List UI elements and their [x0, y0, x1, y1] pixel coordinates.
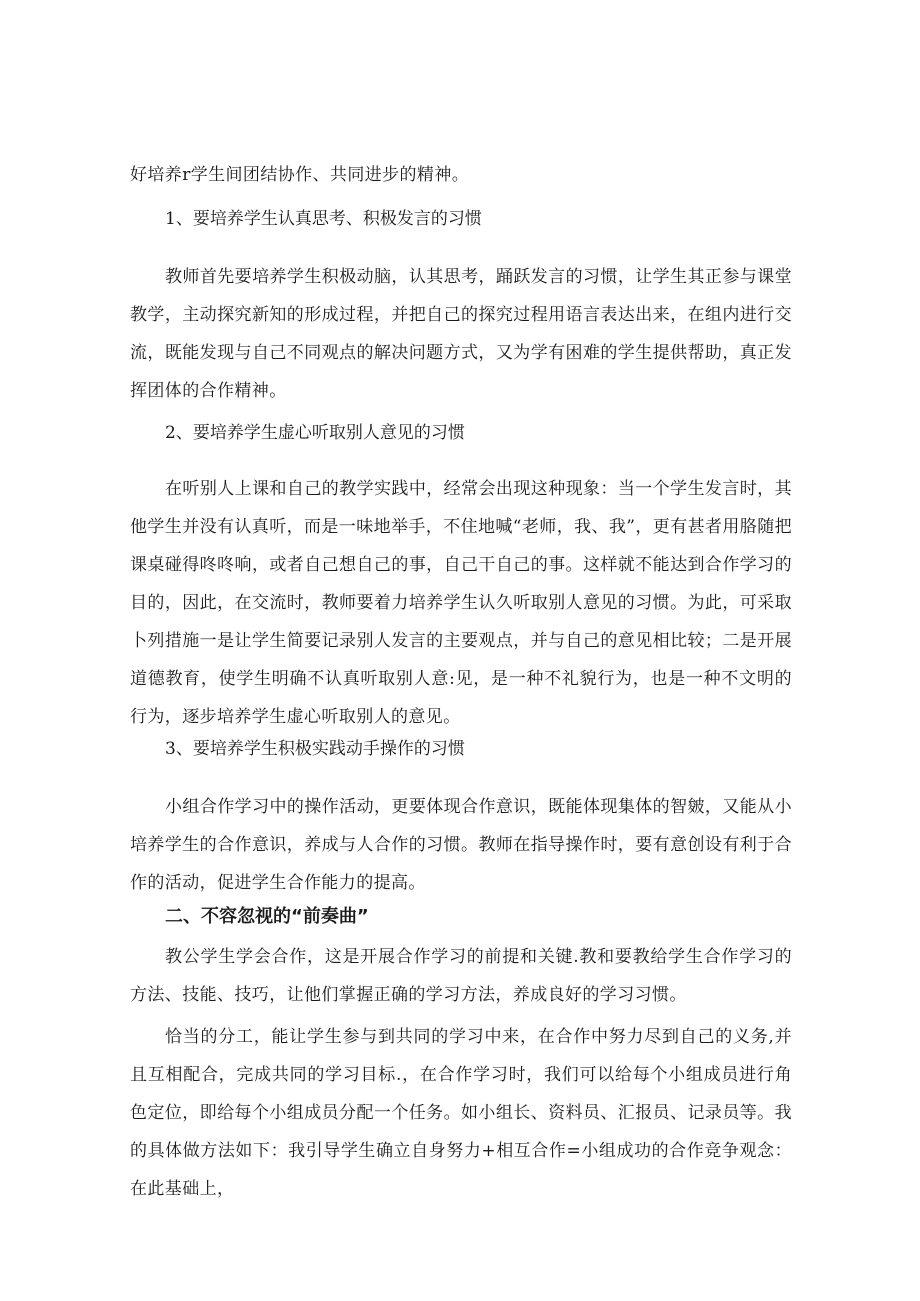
subheading-3: 3、要培养学生积极实践动手操作的习惯 — [165, 739, 465, 759]
paragraph-1: 教师首先要培养学生积极动脑，认其思考，踊跃发言的习惯，让学生其正参与课堂教学，主动探究新知的形成过程，并把自己的探究过程用语言表达出来，在组内进行交流，既能发现与自己不同观点的解决问题方式，又为学有困难的学生提供帮助，真正发挥团体的合作精神。 — [130, 267, 792, 401]
paragraph-4: 教公学生学会合作，这是开展合作学习的前提和关键.教和要教给学生合作学习的方法、技能、技巧，让他们掌握正确的学习方法，养成良好的学习习惯。 — [130, 947, 792, 1005]
paragraph-continuation: 好培养r学生间团结协作、共同进步的精神。 — [130, 165, 470, 185]
subheading-1: 1、要培养学生认真思考、积极发言的习惯 — [165, 209, 482, 229]
paragraph-2: 在听别人上课和自己的教学实践中，经常会出现这种现象：当一个学生发言时，其他学生并没有认真听，而是一味地举手，不住地喊“老师，我、我”，更有甚者用胳随把课桌碰得咚咚响，或者自己想自己的事，自己干自己的事。这样就不能达到合作学习的目的，因此，在交流时，教师要着力培养学生认久听取别人意见的习惯。为此，可采取卜列措施一是让学生简要记录别人发言的主要观点，并与自己的意见相比较；二是开展道德教育，使学生明确不认真听取别人意:见，是一种不礼貌行为，也是一种不文明的行为，逐步培养学生虚心听取别人的意见。 — [130, 479, 792, 727]
subheading-2: 2、要培养学生虚心听取别人意见的习惯 — [165, 423, 465, 443]
paragraph-3: 小组合作学习中的操作活动，更要体现合作意识，既能体现集体的智皴，又能从小培养学生的合作意识，养成与人合作的习惯。教师在指导操作时，要有意创设有利于合作的活动，促进学生合作能力的提高。 — [130, 797, 792, 893]
section-heading-2: 二、不容忽视的“前奏曲” — [165, 906, 369, 927]
paragraph-5: 恰当的分工，能让学生参与到共同的学习中来，在合作中努力尽到自己的义务,并且互相配合，完成共同的学习目标.，在合作学习时，我们可以给每个小组成员进行角色定位，即给每个小组成员分配一个任务。如小组长、资料员、汇报员、记录员等。我的具体做方法如下：我引导学生确立自身努力+相互合作=小组成功的合作竞争观念：在此基础上， — [130, 1027, 792, 1199]
